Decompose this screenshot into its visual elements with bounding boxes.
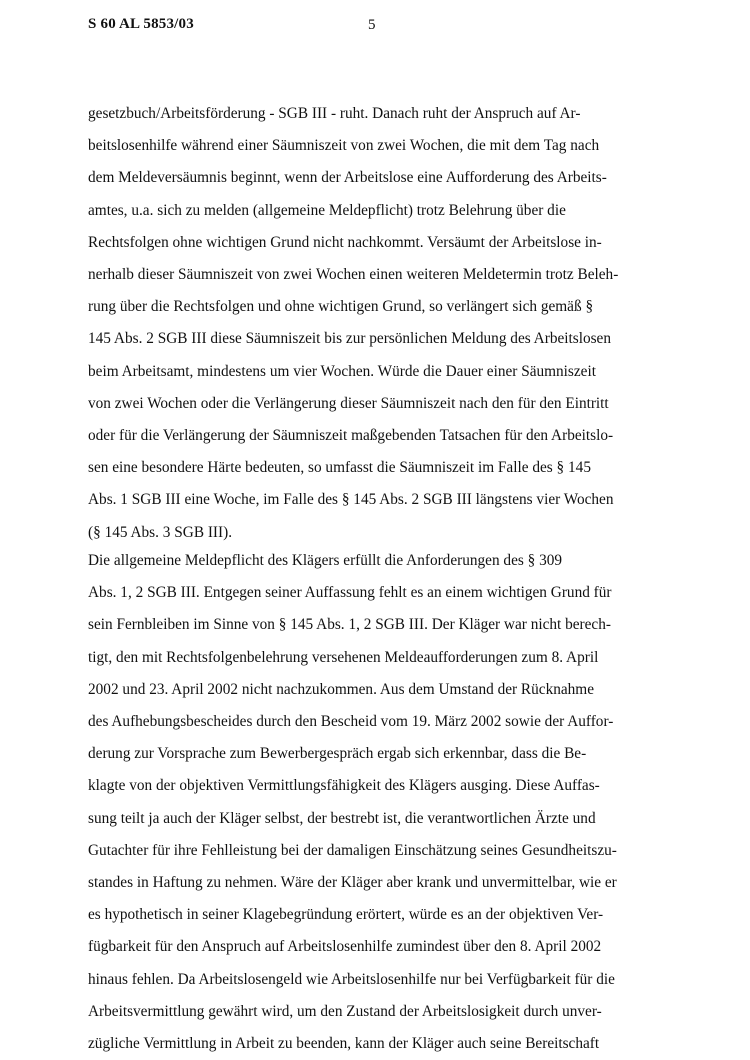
text-line: beim Arbeitsamt, mindestens um vier Wochen. Würde die Dauer einer Säumniszeit bbox=[88, 362, 596, 380]
text-line: Die allgemeine Meldepflicht des Klägers erfüllt die Anforderungen des § 309 bbox=[88, 552, 563, 569]
text-line: dem Meldeversäumnis beginnt, wenn der Arbeitslose eine Aufforderung des Arbeits- bbox=[88, 169, 607, 187]
paragraph-2 bbox=[88, 545, 678, 1060]
text-line: von zwei Wochen oder die Verlängerung dieser Säumniszeit nach den für den Eintritt bbox=[88, 394, 609, 412]
text-line: 145 Abs. 2 SGB III diese Säumniszeit bis zur persönlichen Meldung des Arbeitslosen bbox=[88, 330, 611, 348]
text-line: derung zur Vorsprache zum Bewerbergespräch ergab sich erkennbar, dass die Be- bbox=[88, 745, 587, 763]
text-line: Abs. 1, 2 SGB III. Entgegen seiner Auffassung fehlt es an einem wichtigen Grund für bbox=[88, 584, 612, 602]
paragraph-1 bbox=[88, 98, 678, 549]
text-line: Rechtsfolgen ohne wichtigen Grund nicht nachkommt. Versäumt der Arbeitslose in- bbox=[88, 233, 602, 251]
case-reference: S 60 AL 5853/03 bbox=[88, 16, 194, 32]
text-line: gesetzbuch/Arbeitsförderung - SGB III - ruht. Danach ruht der Anspruch auf Ar- bbox=[88, 105, 581, 122]
text-line: tigt, den mit Rechtsfolgenbelehrung versehenen Meldeaufforderungen zum 8. April bbox=[88, 648, 599, 666]
text-line: Arbeitsvermittlung gewährt wird, um den Zustand der Arbeitslosigkeit durch unver- bbox=[88, 1002, 602, 1020]
text-line: 2002 und 23. April 2002 nicht nachzukommen. Aus dem Umstand der Rücknahme bbox=[88, 680, 594, 698]
page-number: 5 bbox=[368, 17, 376, 33]
text-line: rung über die Rechtsfolgen und ohne wichtigen Grund, so verlängert sich gemäß § bbox=[88, 298, 594, 316]
text-line: oder für die Verlängerung der Säumniszeit maßgebenden Tatsachen für den Arbeitslo- bbox=[88, 427, 614, 445]
text-line: klagte von der objektiven Vermittlungsfähigkeit des Klägers ausging. Diese Auffas- bbox=[88, 777, 600, 795]
text-line: sein Fernbleiben im Sinne von § 145 Abs. 1, 2 SGB III. Der Kläger war nicht berech- bbox=[88, 616, 611, 634]
text-line: fügbarkeit für den Anspruch auf Arbeitslosenhilfe zumindest über den 8. April 2002 bbox=[88, 938, 602, 956]
text-line: es hypothetisch in seiner Klagebegründung erörtert, würde es an der objektiven Ver- bbox=[88, 906, 604, 924]
text-line: sung teilt ja auch der Kläger selbst, der bestrebt ist, die verantwortlichen Ärzte und bbox=[88, 809, 596, 827]
text-line: standes in Haftung zu nehmen. Wäre der Kläger aber krank und unvermittelbar, wie er bbox=[88, 874, 617, 892]
text-line: sen eine besondere Härte bedeuten, so umfasst die Säumniszeit im Falle des § 145 bbox=[88, 459, 591, 477]
text-line: zügliche Vermittlung in Arbeit zu beenden, kann der Kläger auch seine Bereitschaft bbox=[88, 1035, 600, 1053]
text-line: hinaus fehlen. Da Arbeitslosengeld wie Arbeitslosenhilfe nur bei Verfügbarkeit für die bbox=[88, 970, 615, 988]
text-line: Gutachter für ihre Fehlleistung bei der damaligen Einschätzung seines Gesundheitszu- bbox=[88, 841, 617, 859]
text-line: (§ 145 Abs. 3 SGB III). bbox=[88, 523, 233, 541]
text-line: amtes, u.a. sich zu melden (allgemeine Meldepflicht) trotz Belehrung über die bbox=[88, 201, 566, 219]
text-line: nerhalb dieser Säumniszeit von zwei Wochen einen weiteren Meldetermin trotz Beleh- bbox=[88, 266, 619, 284]
text-line: beitslosenhilfe während einer Säumniszeit von zwei Wochen, die mit dem Tag nach bbox=[88, 137, 600, 155]
text-line: Abs. 1 SGB III eine Woche, im Falle des § 145 Abs. 2 SGB III längstens vier Wochen bbox=[88, 491, 614, 509]
text-line: des Aufhebungsbescheides durch den Bescheid vom 19. März 2002 sowie der Auffor- bbox=[88, 713, 614, 731]
